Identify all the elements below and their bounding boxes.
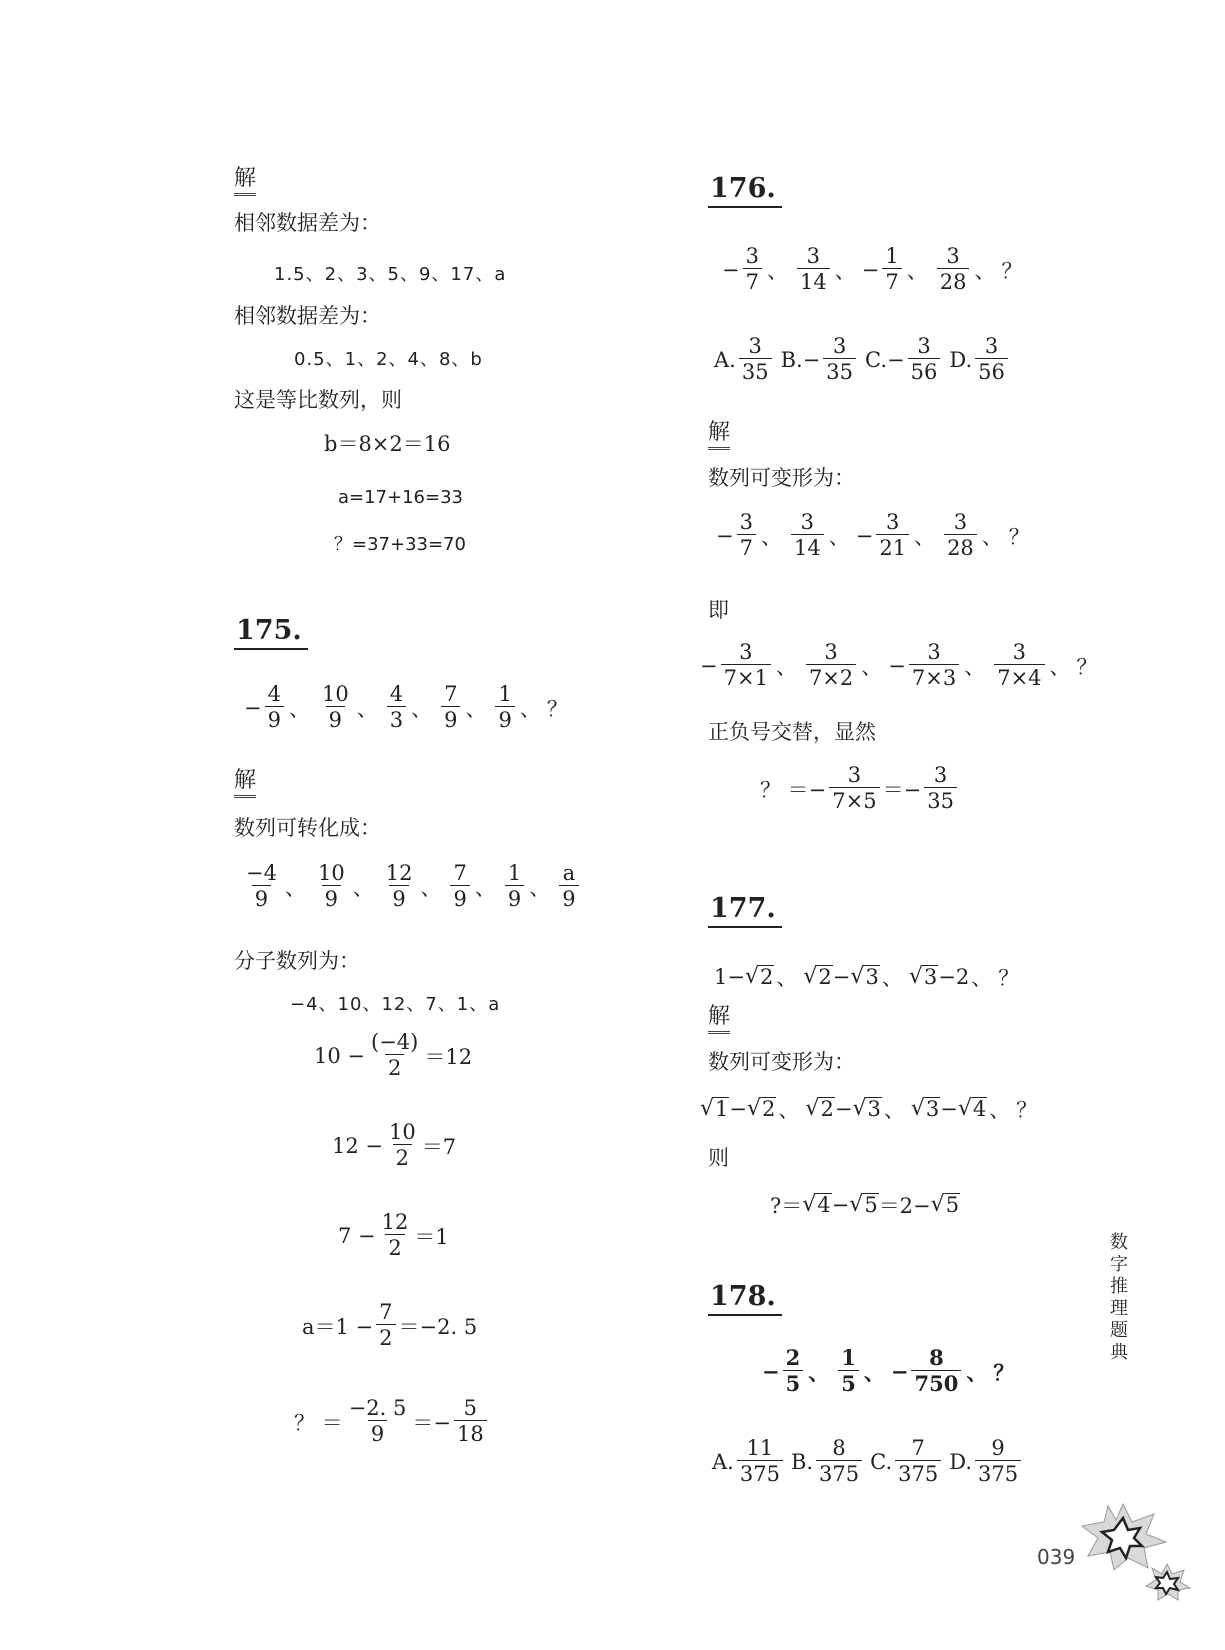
fraction: [737, 510, 756, 561]
denominator: 7: [737, 534, 756, 561]
fraction: [243, 861, 280, 912]
eq-lhs: a＝1 −: [302, 1314, 374, 1339]
numerator: 10: [321, 682, 349, 706]
text-line: 相邻数据差为：: [234, 304, 381, 328]
numerator: 10: [389, 1120, 416, 1144]
denominator: 2: [376, 1324, 395, 1351]
transformed-sequence: [716, 510, 1030, 561]
radicand: 3: [925, 1097, 940, 1121]
radical-sign: √: [802, 1192, 817, 1217]
numerator: −4: [246, 861, 277, 885]
text-line: 数列可变形为：: [708, 1050, 855, 1074]
square-root: [849, 1193, 878, 1217]
numerator: −2. 5: [348, 1396, 407, 1420]
radical-sign: √: [910, 1096, 925, 1121]
fraction: [909, 640, 959, 691]
numerator: 7: [453, 861, 467, 885]
radicand: 2: [818, 965, 832, 989]
numerator: 3: [933, 763, 948, 787]
question-177-sequence: [714, 962, 1019, 992]
fraction: [739, 334, 772, 385]
text-line: 分子数列为：: [234, 949, 360, 973]
numerator: 3: [800, 510, 815, 534]
eq-rhs: ＝7: [421, 1134, 457, 1159]
fraction: [975, 1436, 1021, 1487]
fraction: [265, 682, 284, 733]
numerator: 5: [463, 1396, 478, 1420]
product-sequence: [700, 640, 1098, 691]
text-line: 这是等比数列，则: [234, 388, 402, 412]
fraction: [882, 244, 901, 295]
separator: 、: [775, 654, 797, 679]
fraction: [944, 510, 977, 561]
text-line: 相邻数据差为：: [234, 211, 381, 235]
radical-sign: √: [852, 1096, 867, 1121]
numerator: 8: [832, 1436, 846, 1460]
separator: 、: [519, 696, 541, 721]
numerator: 3: [739, 510, 753, 534]
fraction: [559, 861, 578, 912]
separator: 、: [808, 1359, 830, 1385]
radical-sign: √: [805, 1096, 820, 1121]
denominator: 2: [385, 1054, 404, 1081]
radical-sign: √: [957, 1096, 972, 1121]
numerator: 10: [317, 861, 345, 885]
fraction: [876, 510, 909, 561]
option-letter: B.: [780, 347, 803, 372]
fraction: [379, 1210, 412, 1261]
radicand: 3: [923, 965, 938, 989]
numerator-sequence: −4、10、12、7、1、a: [290, 994, 501, 1015]
text-line: 数列可转化成：: [234, 816, 381, 840]
equation-2: [332, 1120, 456, 1171]
denominator: 21: [876, 534, 909, 561]
fraction: [495, 682, 514, 733]
separator: 、: [906, 258, 928, 283]
separator: 、: [284, 875, 306, 900]
radicand: 5: [945, 1193, 960, 1217]
fraction: [315, 861, 348, 912]
radicand: 3: [867, 1097, 881, 1121]
fraction: [346, 1396, 410, 1447]
fraction: [441, 682, 460, 733]
side-char: 题: [1110, 1320, 1128, 1341]
fraction: [829, 763, 879, 814]
numerator: 12: [385, 861, 413, 885]
radicand: 4: [972, 1097, 987, 1121]
fraction: [387, 682, 406, 733]
minus-sign: −: [700, 653, 718, 678]
option-letter: C.: [865, 347, 888, 372]
fraction: [806, 640, 856, 691]
denominator: 375: [816, 1460, 862, 1487]
separator: 、: [420, 875, 442, 900]
denominator: 56: [908, 358, 941, 385]
radical-sign: √: [850, 964, 865, 989]
radicand: 4: [817, 1193, 831, 1217]
numerator: 1: [841, 1345, 856, 1370]
side-book-title: [1106, 1232, 1132, 1364]
denominator: 7×5: [829, 787, 879, 814]
separator: 、: [964, 654, 986, 679]
separator: 、: [465, 696, 487, 721]
denominator: 7: [743, 268, 762, 295]
numerator: 1: [885, 244, 899, 268]
separator: 、: [861, 654, 883, 679]
fraction: [895, 1436, 941, 1487]
separator: 、: [881, 966, 903, 990]
denominator: 375: [737, 1460, 783, 1487]
minus-sign: −: [762, 1359, 780, 1384]
radicand: 2: [820, 1097, 834, 1121]
numerator: 1: [507, 861, 522, 885]
solution-label: 解: [234, 166, 256, 196]
eq-lhs: 7 −: [338, 1223, 376, 1248]
numerator: 3: [953, 510, 968, 534]
text-line: 数列可变形为：: [708, 466, 855, 490]
text-line: 即: [708, 598, 729, 622]
radical-sign: √: [803, 964, 818, 989]
numerator: 1: [498, 682, 512, 706]
denominator: 14: [797, 268, 830, 295]
denominator: 375: [895, 1460, 941, 1487]
difference-sequence-2: 0.5、1、2、4、8、b: [294, 349, 483, 370]
radicand: 3: [865, 965, 879, 989]
square-root: [745, 965, 774, 989]
separator: 、: [760, 524, 782, 549]
denominator: 14: [791, 534, 824, 561]
option-letter: A.: [712, 1449, 734, 1474]
numerator: 3: [748, 334, 762, 358]
minus-sign: −: [887, 347, 905, 372]
denominator: 28: [944, 534, 977, 561]
separator: 、: [356, 696, 378, 721]
denominator: 7×1: [721, 664, 771, 691]
separator: 、: [883, 1098, 905, 1122]
numerator: 4: [267, 682, 281, 706]
denominator: 2: [393, 1144, 412, 1171]
numerator: 3: [847, 763, 862, 787]
separator: 、: [981, 524, 1003, 549]
question-number-177: 177.: [708, 892, 782, 928]
denominator: 7: [882, 268, 901, 295]
minus-sign: −: [832, 965, 851, 989]
eq-lhs: ？ ＝: [294, 1410, 343, 1435]
denominator: 9: [505, 885, 524, 912]
option-letter: D.: [949, 347, 973, 372]
page-number: 039: [1037, 1545, 1076, 1569]
minus-sign: −: [940, 1097, 958, 1121]
numerator: 3: [984, 334, 999, 358]
fraction: [911, 1346, 961, 1397]
numerator: 9: [991, 1436, 1005, 1460]
answer-177: [770, 1190, 960, 1220]
numerator: 4: [389, 682, 404, 706]
eq-rhs: ＝1: [414, 1224, 449, 1249]
text-line: 则: [708, 1146, 729, 1170]
separator: 、: [778, 1098, 800, 1122]
question-mark: ？: [993, 1359, 1015, 1385]
square-root: [747, 1097, 776, 1121]
eq-lhs: 12 −: [332, 1133, 383, 1158]
denominator: 7×4: [994, 664, 1044, 691]
minus-sign: −: [834, 1097, 853, 1121]
side-char: 数: [1110, 1232, 1128, 1253]
minus-sign: −: [855, 523, 874, 548]
separator: 、: [966, 1359, 988, 1385]
denominator: 35: [924, 787, 957, 814]
square-root: [805, 1097, 834, 1121]
denominator: 375: [975, 1460, 1021, 1487]
radical-sign: √: [744, 964, 760, 989]
denominator: 2: [385, 1234, 404, 1261]
minus-sign: −: [802, 347, 821, 372]
question-number-175: 175.: [234, 614, 308, 650]
eq-mid: ＝−: [412, 1410, 451, 1435]
fraction: [454, 1396, 487, 1447]
fraction: [743, 244, 762, 295]
equation-answer: ？=37+33=70: [334, 534, 466, 555]
equation-3: [338, 1210, 449, 1261]
minus-sign: −: [890, 1359, 909, 1384]
denominator: 9: [441, 706, 460, 733]
separator: 、: [1049, 654, 1071, 679]
fraction: [383, 861, 416, 912]
numerator: 12: [381, 1210, 409, 1234]
fraction: [797, 244, 830, 295]
solution-label: 解: [234, 768, 256, 798]
radical-sign: √: [849, 1192, 864, 1217]
numerator: 3: [917, 334, 931, 358]
square-root: [911, 1097, 940, 1121]
decorative-star-icon: [1142, 1562, 1192, 1602]
minus-sign: −: [722, 257, 740, 282]
fraction: [450, 861, 469, 912]
radicand: 5: [864, 1193, 878, 1217]
radical-sign: √: [930, 1192, 945, 1217]
numerator: 3: [927, 640, 941, 664]
numerator: 7: [444, 682, 458, 706]
square-root: [958, 1097, 987, 1121]
eq-mid: ＝2−: [878, 1194, 931, 1218]
fraction: [505, 861, 524, 912]
separator: 、: [971, 966, 993, 990]
question-176-sequence: [722, 244, 1022, 295]
eq-mid: ＝−: [882, 777, 922, 802]
separator: 、: [766, 258, 788, 283]
minus-sign: −: [938, 965, 956, 989]
fraction: [721, 640, 771, 691]
numerator: 3: [739, 640, 753, 664]
separator: 、: [914, 524, 936, 549]
numerator: 3: [832, 334, 847, 358]
fraction: [908, 334, 941, 385]
question-mark: ？: [1008, 524, 1030, 549]
separator: 、: [974, 258, 996, 283]
option-letter: A.: [714, 347, 736, 372]
question-mark: ？: [546, 696, 568, 721]
denominator: 9: [322, 885, 341, 912]
denominator: 9: [450, 885, 469, 912]
denominator: 7×2: [806, 664, 856, 691]
eq-rhs: ＝−2. 5: [398, 1314, 478, 1339]
numerator: a: [562, 861, 576, 885]
minus-sign: −: [729, 1097, 748, 1121]
equation-b: b＝8×2＝16: [324, 432, 451, 456]
question-178-sequence: [762, 1346, 1014, 1397]
fraction: [386, 1120, 419, 1171]
fraction: [376, 1300, 395, 1351]
answer-176: [760, 763, 960, 814]
denominator: 56: [975, 358, 1008, 385]
question-mark: ？: [1001, 258, 1023, 283]
separator: 、: [411, 696, 433, 721]
difference-sequence-1: 1.5、2、3、5、9、17、a: [274, 264, 507, 285]
fraction: [838, 1346, 859, 1397]
solution-label: 解: [708, 1004, 730, 1034]
question-mark: ？: [1076, 654, 1098, 679]
numerator: 3: [824, 640, 838, 664]
denominator: 9: [252, 885, 271, 912]
fraction: [319, 682, 352, 733]
fraction: [791, 510, 824, 561]
denominator: 9: [265, 706, 284, 733]
question-number-176: 176.: [708, 172, 782, 208]
option-value: [803, 334, 859, 385]
fraction: [737, 1436, 783, 1487]
numerator: 7: [379, 1300, 393, 1324]
square-root: [803, 965, 832, 989]
separator: 、: [863, 1359, 885, 1385]
denominator: 35: [823, 358, 856, 385]
equation-a: a=17+16=33: [338, 487, 463, 508]
denominator: 9: [326, 706, 345, 733]
question-number-178: 178.: [708, 1280, 782, 1316]
denominator: 750: [911, 1370, 961, 1397]
denominator: 5: [838, 1370, 859, 1397]
square-root: [852, 1097, 881, 1121]
separator: 、: [776, 966, 798, 990]
denominator: 9: [389, 885, 408, 912]
fraction: [975, 334, 1008, 385]
numerator: 3: [806, 244, 821, 268]
denominator: 35: [739, 358, 772, 385]
radicand: 2: [760, 965, 774, 989]
radical-sign: √: [700, 1096, 715, 1121]
minus-sign: −: [244, 695, 262, 720]
minus-sign: −: [861, 257, 880, 282]
option-letter: D.: [949, 1449, 972, 1474]
denominator: 9: [559, 885, 578, 912]
fraction: [816, 1436, 862, 1487]
fraction: [368, 1030, 421, 1081]
square-root: [700, 1097, 729, 1121]
separator: 、: [989, 1098, 1011, 1122]
side-char: 字: [1110, 1254, 1128, 1275]
numerator: 3: [886, 510, 900, 534]
eq-lhs: ?＝: [770, 1194, 803, 1218]
term: 1: [714, 965, 728, 989]
option-value: [887, 334, 943, 385]
denominator: 18: [454, 1420, 487, 1447]
radical-sign: √: [747, 1096, 762, 1121]
numerator: 3: [946, 244, 960, 268]
separator: 、: [828, 524, 850, 549]
radical-sign: √: [908, 964, 923, 989]
equation-5: [294, 1396, 490, 1447]
numerator: 8: [929, 1345, 944, 1370]
numerator: 3: [745, 244, 759, 268]
numerator: 7: [911, 1436, 925, 1460]
separator: 、: [529, 875, 551, 900]
separator: 、: [474, 875, 496, 900]
equation-4: [302, 1300, 477, 1351]
denominator: 7×3: [909, 664, 959, 691]
option-value: [736, 334, 775, 385]
side-char: 理: [1110, 1298, 1128, 1319]
square-root: [909, 965, 938, 989]
radicand: 2: [762, 1097, 776, 1121]
eq-lhs: ？ ＝−: [760, 777, 827, 802]
denominator: 9: [495, 706, 514, 733]
numerator: 2: [785, 1345, 801, 1370]
separator: 、: [834, 258, 856, 283]
converted-sequence: [240, 861, 582, 912]
transformed-sequence: [700, 1094, 1037, 1124]
numerator: 3: [1012, 640, 1027, 664]
numerator: (−4): [371, 1030, 419, 1054]
eq-rhs: ＝12: [424, 1044, 473, 1069]
side-char: 典: [1110, 1342, 1128, 1363]
equation-1: [314, 1030, 472, 1081]
minus-sign: −: [888, 653, 906, 678]
question-178-options: [712, 1436, 1029, 1487]
eq-lhs: 10 −: [314, 1043, 365, 1068]
fraction: [924, 763, 957, 814]
text-line: 正负号交替，显然: [708, 720, 876, 744]
minus-sign: −: [727, 965, 745, 989]
option-letter: C.: [870, 1449, 893, 1474]
numerator: 11: [746, 1436, 774, 1460]
side-char: 推: [1110, 1276, 1128, 1297]
denominator: 3: [387, 706, 406, 733]
square-root: [931, 1193, 960, 1217]
square-root: [802, 1193, 831, 1217]
minus-sign: −: [831, 1193, 850, 1217]
option-letter: B.: [790, 1449, 814, 1474]
square-root: [850, 965, 879, 989]
fraction: [994, 640, 1044, 691]
fraction: [783, 1346, 804, 1397]
denominator: 9: [368, 1420, 387, 1447]
question-mark: ？: [998, 966, 1020, 990]
denominator: 5: [783, 1370, 804, 1397]
fraction: [937, 244, 970, 295]
question-mark: ？: [1016, 1098, 1038, 1122]
question-176-options: [714, 334, 1017, 385]
denominator: 28: [937, 268, 970, 295]
minus-sign: −: [716, 523, 734, 548]
solution-label: 解: [708, 420, 730, 450]
separator: 、: [352, 875, 374, 900]
term: 2: [955, 965, 970, 989]
question-175-sequence: [244, 682, 568, 733]
option-value: [972, 334, 1011, 385]
fraction: [823, 334, 856, 385]
radicand: 1: [715, 1097, 729, 1121]
separator: 、: [288, 696, 310, 721]
